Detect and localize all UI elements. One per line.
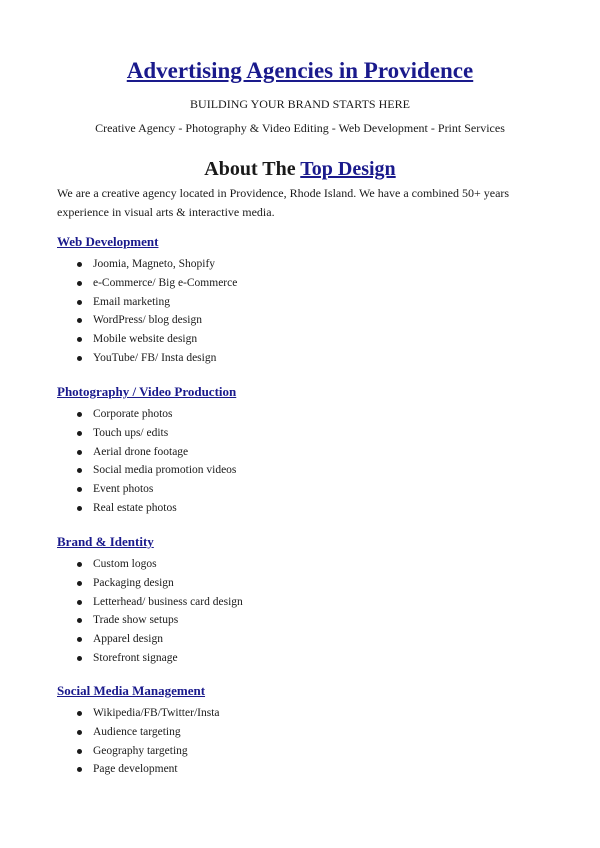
bullet-icon	[77, 730, 82, 735]
list-item	[57, 611, 557, 630]
section-heading	[57, 233, 557, 251]
intro-paragraph: We are a creative agency located in Providence, Rhode Island. We have a combined 50+ years experience in visual arts & interactive media.	[57, 186, 510, 219]
section-web-development	[57, 233, 557, 368]
bullet-icon	[77, 506, 82, 511]
section-heading	[57, 383, 557, 401]
service-list	[57, 405, 557, 518]
bullet-icon	[77, 637, 82, 642]
list-item	[57, 424, 557, 443]
services-summary: Creative Agency - Photography & Video Editing - Web Development - Print Services	[95, 121, 505, 135]
service-list	[57, 255, 557, 368]
list-item-label: Custom logos	[93, 558, 157, 570]
section-photography-video	[57, 383, 557, 518]
list-item	[57, 405, 557, 424]
top-design-link[interactable]: Top Design	[300, 158, 396, 180]
service-list	[57, 704, 557, 779]
list-item	[57, 593, 557, 612]
service-list	[57, 555, 557, 668]
list-item-label: Page development	[93, 763, 178, 776]
list-item-label: Event photos	[93, 483, 154, 496]
page-title-link[interactable]: Advertising Agencies in Providence	[126, 58, 474, 83]
list-item	[57, 555, 557, 574]
list-item	[57, 480, 557, 499]
bullet-icon	[77, 450, 82, 455]
bullet-icon	[77, 468, 82, 473]
section-social-media	[57, 682, 557, 779]
social-media-link[interactable]: Social Media Management	[57, 683, 206, 698]
list-item	[57, 330, 557, 349]
photography-video-link[interactable]: Photography / Video Production	[57, 384, 237, 399]
list-item-label: Trade show setups	[93, 614, 179, 627]
bullet-icon	[77, 281, 82, 286]
brand-identity-link[interactable]: Brand & Identity	[57, 534, 154, 549]
list-item-label: YouTube/ FB/ Insta design	[93, 351, 217, 364]
web-development-link[interactable]: Web Development	[57, 234, 159, 249]
list-item	[57, 499, 557, 518]
list-item-label: Geography targeting	[93, 744, 188, 757]
bullet-icon	[77, 600, 82, 605]
list-item	[57, 723, 557, 742]
list-item	[57, 760, 557, 779]
list-item-label: Social media promotion videos	[93, 464, 237, 477]
list-item	[57, 293, 557, 312]
bullet-icon	[77, 581, 82, 586]
bullet-icon	[77, 300, 82, 305]
list-item-label: Joomia, Magneto, Shopify	[93, 258, 216, 270]
bullet-icon	[77, 749, 82, 754]
bullet-icon	[77, 711, 82, 716]
bullet-icon	[77, 487, 82, 492]
list-item	[57, 349, 557, 368]
list-item	[57, 255, 557, 274]
list-item-label: Email marketing	[93, 295, 170, 308]
page-title	[0, 56, 600, 86]
list-item-label: Packaging design	[93, 576, 174, 589]
bullet-icon	[77, 618, 82, 623]
list-item	[57, 461, 557, 480]
tagline: BUILDING YOUR BRAND STARTS HERE	[190, 97, 410, 111]
list-item	[57, 630, 557, 649]
bullet-icon	[77, 562, 82, 567]
section-brand-identity	[57, 533, 557, 668]
list-item-label: Aerial drone footage	[93, 445, 189, 458]
section-heading	[57, 682, 557, 700]
list-item-label: Audience targeting	[93, 725, 181, 738]
list-item-label: Wikipedia/FB/Twitter/Insta	[93, 707, 220, 719]
list-item-label: Real estate photos	[93, 501, 177, 514]
list-item-label: Letterhead/ business card design	[93, 595, 243, 608]
section-heading	[57, 533, 557, 551]
list-item	[57, 274, 557, 293]
list-item-label: Corporate photos	[93, 408, 173, 420]
bullet-icon	[77, 356, 82, 361]
bullet-icon	[77, 412, 82, 417]
about-heading-prefix: About The	[204, 158, 301, 180]
list-item-label: e-Commerce/ Big e-Commerce	[93, 276, 238, 289]
list-item-label: WordPress/ blog design	[93, 314, 202, 327]
list-item	[57, 443, 557, 462]
list-item	[57, 574, 557, 593]
list-item-label: Storefront signage	[93, 651, 178, 664]
list-item-label: Apparel design	[93, 633, 163, 646]
list-item	[57, 649, 557, 668]
list-item-label: Touch ups/ edits	[93, 426, 169, 439]
list-item	[57, 311, 557, 330]
bullet-icon	[77, 431, 82, 436]
bullet-icon	[77, 318, 82, 323]
bullet-icon	[77, 337, 82, 342]
bullet-icon	[77, 656, 82, 661]
bullet-icon	[77, 262, 82, 267]
about-heading	[0, 156, 600, 182]
list-item	[57, 704, 557, 723]
list-item	[57, 742, 557, 761]
bullet-icon	[77, 767, 82, 772]
list-item-label: Mobile website design	[93, 333, 198, 346]
